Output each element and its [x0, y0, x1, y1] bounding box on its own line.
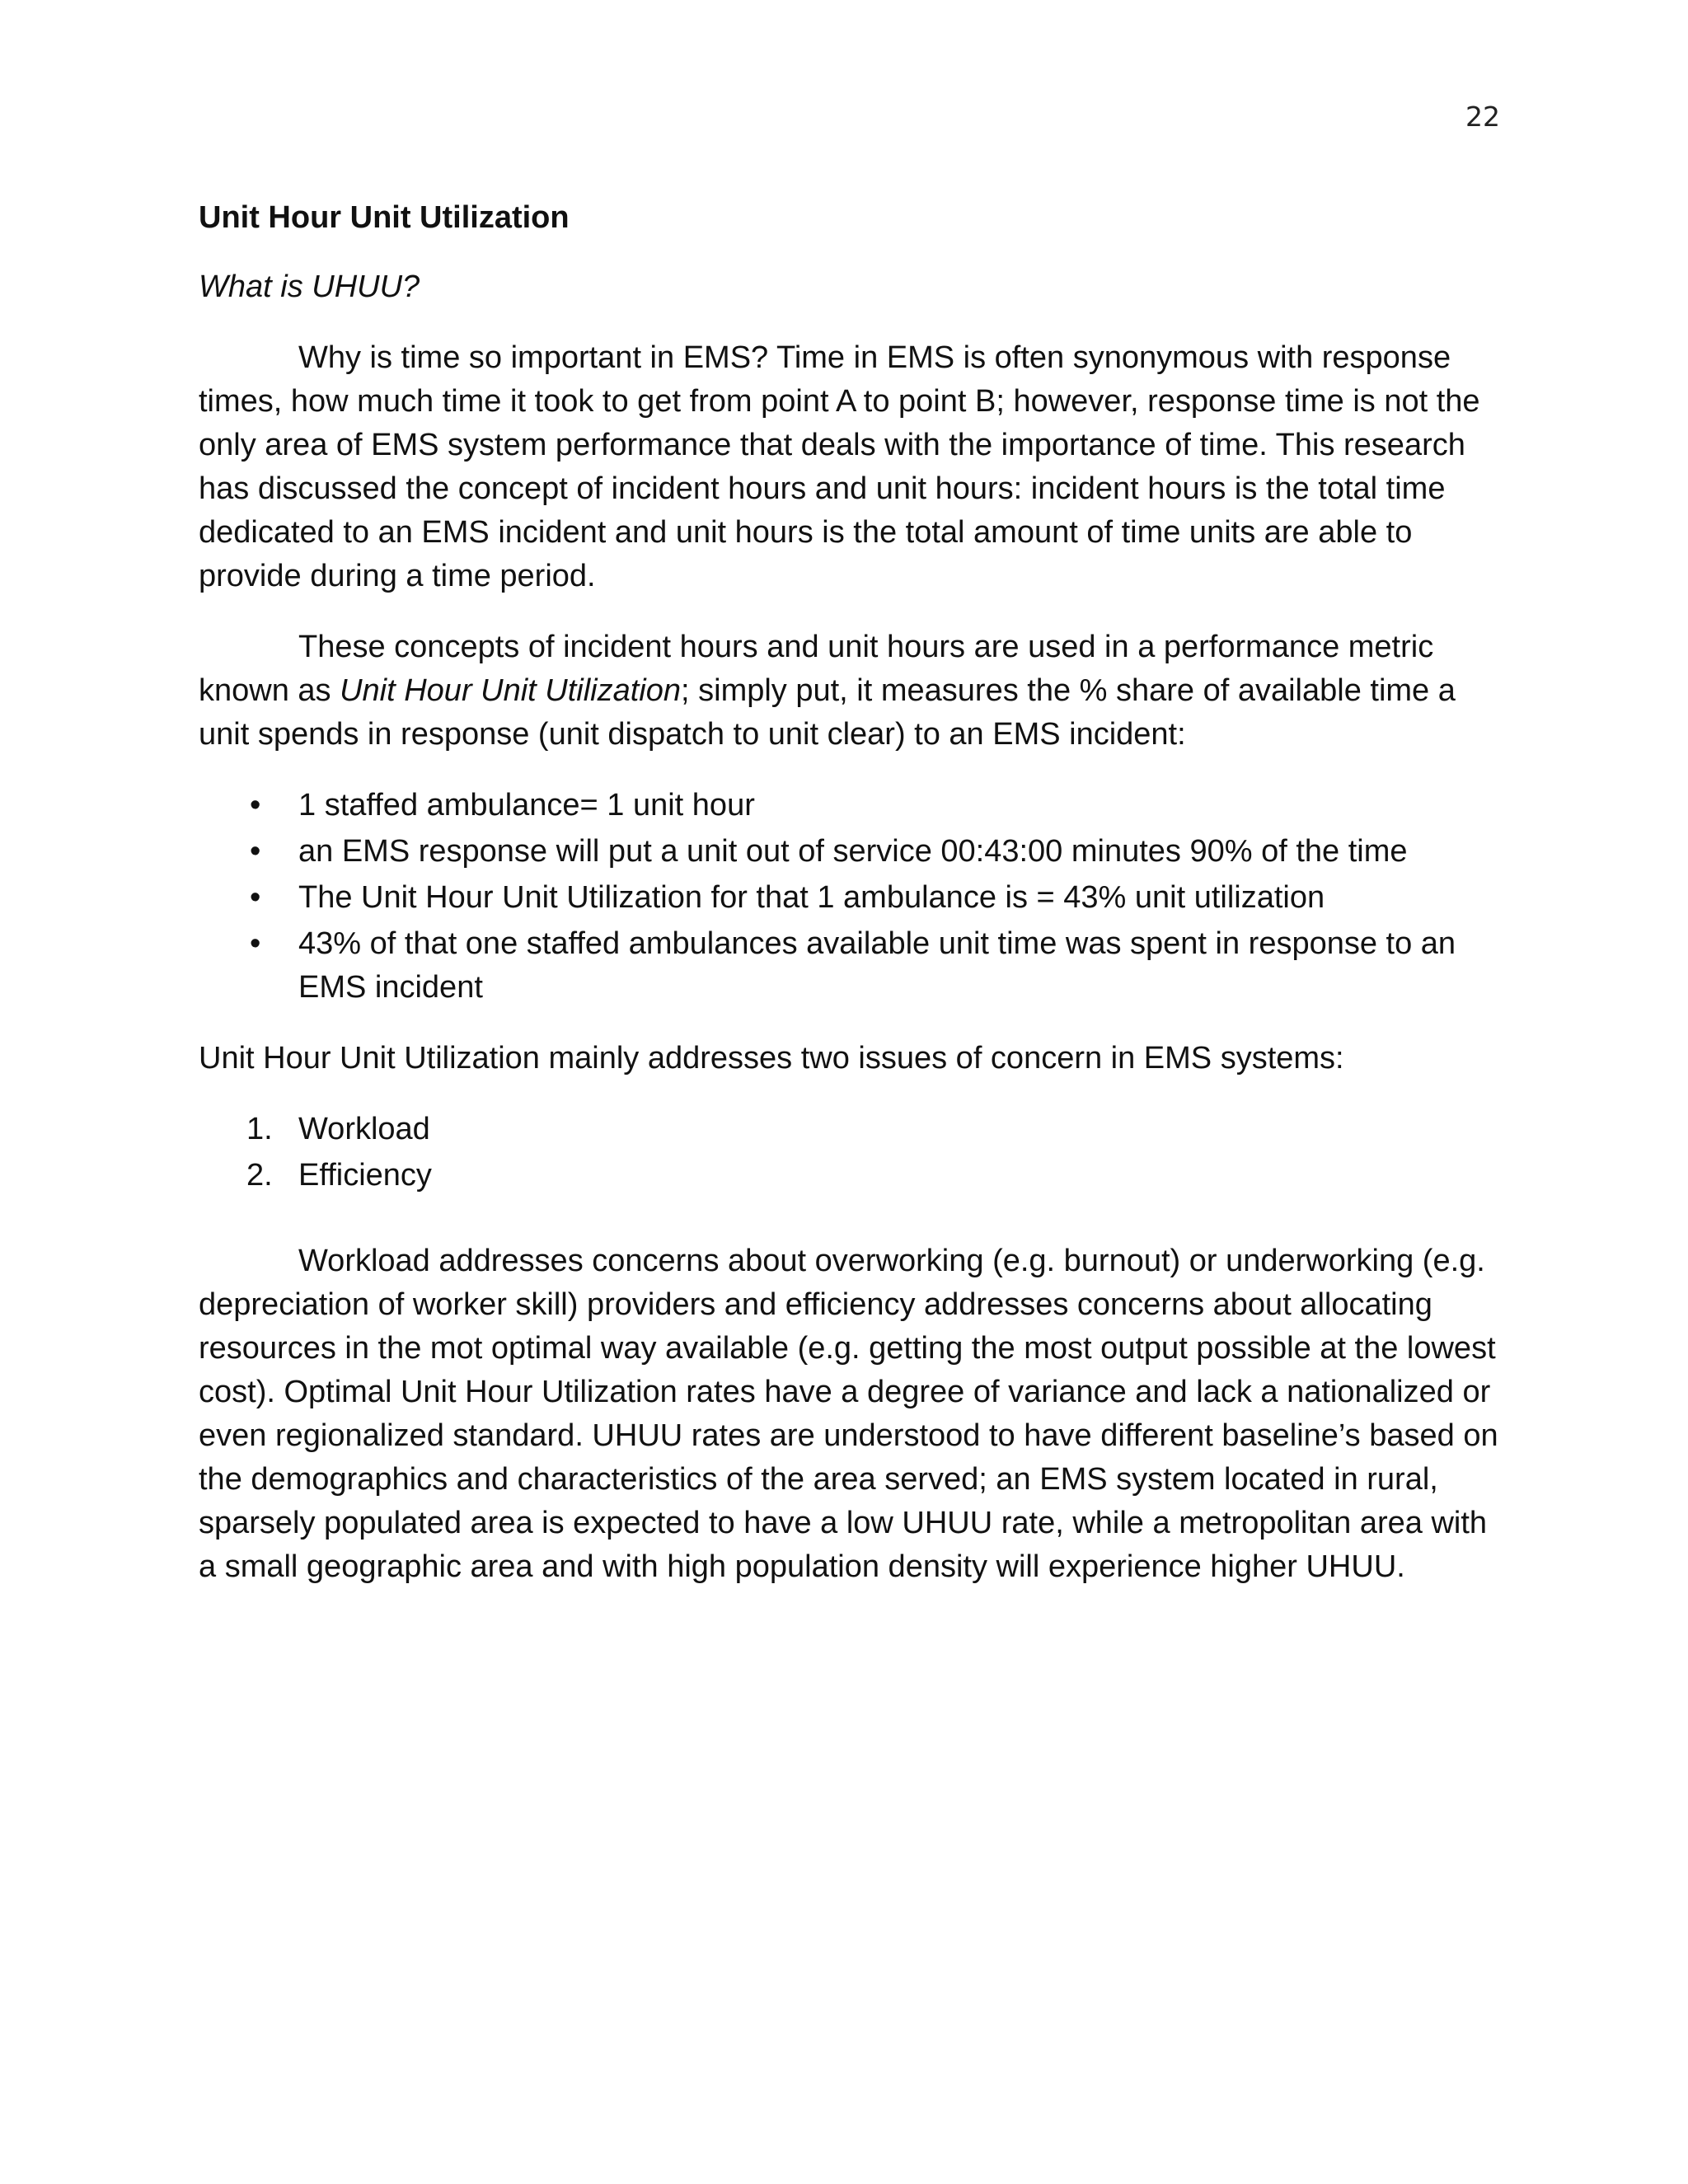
list-number: 1.: [246, 1112, 273, 1146]
section-subheading: What is UHUU?: [199, 269, 420, 304]
bullet-icon: •: [250, 788, 261, 823]
issue-label: Efficiency: [298, 1158, 432, 1193]
concerns-intro: Unit Hour Unit Utilization mainly addresses two issues of concern in EMS systems:: [199, 1041, 1344, 1076]
paragraph-uhuu-definition: [199, 626, 1501, 757]
list-item: [199, 784, 1501, 827]
bullet-icon: •: [250, 834, 261, 869]
document-body: [199, 196, 1501, 1589]
paragraph-workload-efficiency: Workload addresses concerns about overworking (e.g. burnout) or underworking (e.g. depreciation of worker skill) providers and efficiency addresses concerns about allocating resources in the mot optimal way available (e.g. getting the most output possible at the lowest cost). Optimal Unit Hour Utilization rates have a degree of variance and lack a nationalized or even regionalized standard. UHUU rates are understood to have different baseline’s based on the demographics and characteristics of the area served; an EMS system located in rural, sparsely populated area is expected to have a low UHUU rate, while a metropolitan area with a small geographic area and with high population density will experience higher UHUU.: [199, 1244, 1498, 1584]
list-item: [199, 922, 1501, 1010]
paragraph-time-importance: Why is time so important in EMS? Time in EMS is often synonymous with response times, how much time it took to get from point A to point B; however, response time is not the only area of EMS system performance that deals with the importance of time. This research has discussed the concept of incident hours and unit hours: incident hours is the total time dedicated to an EMS incident and unit hours is the total amount of time units are able to provide during a time period.: [199, 340, 1480, 593]
list-item: [199, 1154, 1501, 1197]
page-number: 22: [1465, 101, 1500, 133]
section-heading: Unit Hour Unit Utilization: [199, 200, 570, 235]
list-item: [199, 830, 1501, 874]
issue-label: Workload: [298, 1112, 430, 1146]
bullet-text: 43% of that one staffed ambulances available unit time was spent in response to an EMS incident: [298, 926, 1456, 1005]
bullet-text: The Unit Hour Unit Utilization for that 1 ambulance is = 43% unit utilization: [298, 880, 1325, 915]
list-item: [199, 1108, 1501, 1151]
bullet-icon: •: [250, 880, 261, 915]
bullet-text: 1 staffed ambulance= 1 unit hour: [298, 788, 755, 823]
example-bullet-list: [199, 784, 1501, 1010]
bullet-text: an EMS response will put a unit out of service 00:43:00 minutes 90% of the time: [298, 834, 1408, 869]
list-item: [199, 876, 1501, 920]
list-number: 2.: [246, 1158, 273, 1193]
paragraph-uhuu-definition-after: ; simply put, it measures the % share of available time a unit spends in response (unit dispatch to unit clear) to an EMS incident:: [199, 673, 1456, 752]
issues-numbered-list: [199, 1108, 1501, 1197]
paragraph-uhuu-definition-before: These concepts of incident hours and unit hours are used in a performance metric known as: [199, 630, 1434, 708]
bullet-icon: •: [250, 926, 261, 961]
paragraph-uhuu-definition-term: Unit Hour Unit Utilization: [340, 673, 682, 708]
